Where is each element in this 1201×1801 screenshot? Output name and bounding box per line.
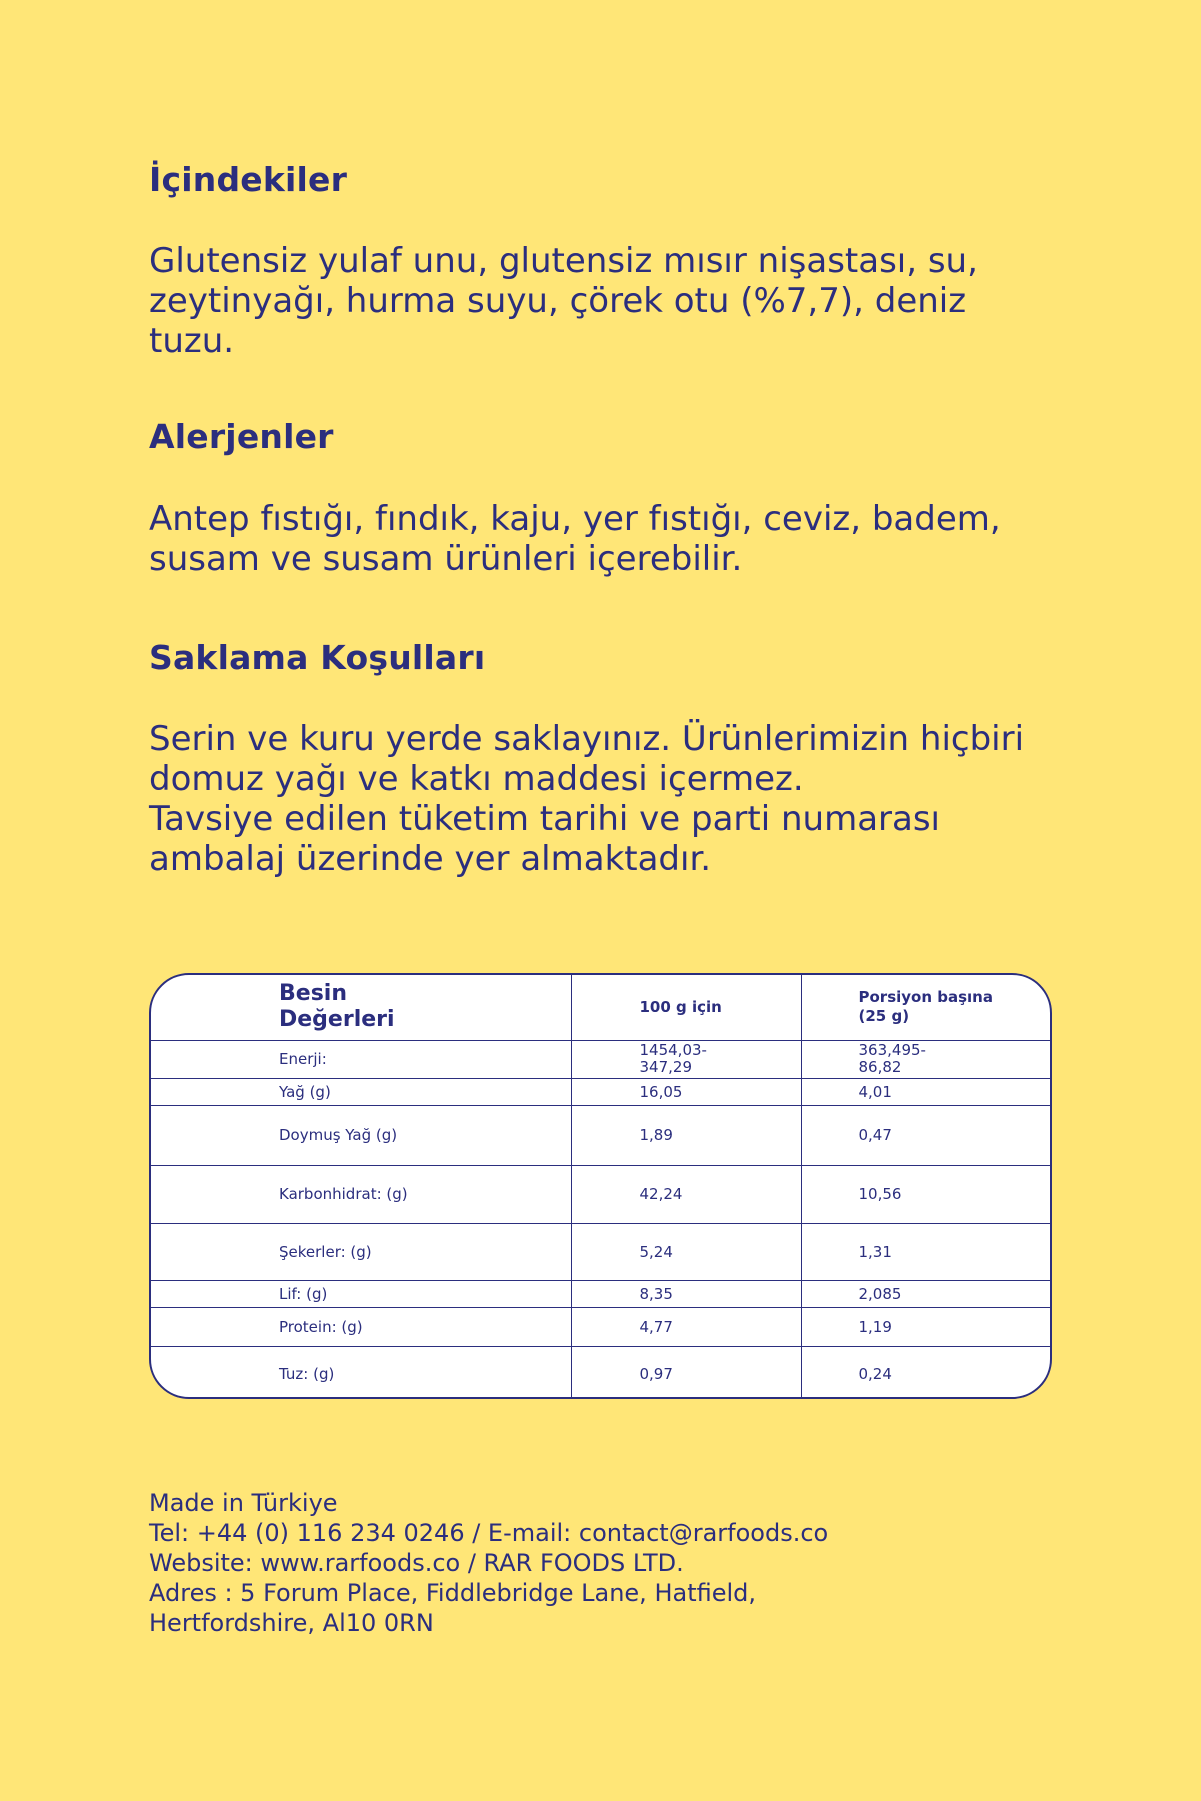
company-info xyxy=(149,1488,1089,1638)
nutrition-header-label xyxy=(151,975,571,1040)
row-per100: 4,77 xyxy=(571,1307,801,1346)
row-per100: 1454,03- 347,29 xyxy=(571,1040,801,1078)
row-per100: 16,05 xyxy=(571,1078,801,1105)
table-row xyxy=(151,1280,1052,1307)
ingredients-text xyxy=(149,241,1079,361)
table-row xyxy=(151,1346,1052,1399)
storage-line: Serin ve kuru yerde saklayınız. Ürünlerimizin hiçbiri xyxy=(149,719,1025,759)
row-portion: 363,495- 86,82 xyxy=(801,1040,1052,1078)
storage-text xyxy=(149,719,1079,879)
header-besin: Besin xyxy=(279,981,347,1007)
row-portion: 0,24 xyxy=(801,1346,1052,1399)
table-row xyxy=(151,1223,1052,1280)
row-label: Şekerler: (g) xyxy=(151,1223,571,1280)
row-label: Enerji: xyxy=(151,1040,571,1078)
table-row xyxy=(151,1307,1052,1346)
row-portion: 4,01 xyxy=(801,1078,1052,1105)
row-portion: 10,56 xyxy=(801,1165,1052,1223)
ingredients-title: İçindekiler xyxy=(149,160,348,199)
nutrition-table xyxy=(149,973,1052,1399)
nutrition-header-per100: 100 g için xyxy=(571,975,801,1040)
row-label: Doymuş Yağ (g) xyxy=(151,1105,571,1165)
row-portion: 2,085 xyxy=(801,1280,1052,1307)
nutrition-header-row xyxy=(151,975,1052,1040)
storage-line: Tavsiye edilen tüketim tarihi ve parti numarası xyxy=(149,799,940,839)
address-line: Adres : 5 Forum Place, Fiddlebridge Lane, Hatfield, xyxy=(149,1579,757,1607)
row-per100: 42,24 xyxy=(571,1165,801,1223)
row-portion: 1,19 xyxy=(801,1307,1052,1346)
row-label: Protein: (g) xyxy=(151,1307,571,1346)
allergens-line: susam ve susam ürünleri içerebilir. xyxy=(149,539,743,579)
row-per100: 0,97 xyxy=(571,1346,801,1399)
header-degerleri: Değerleri xyxy=(279,1007,395,1033)
address-line: Hertfordshire, Al10 0RN xyxy=(149,1609,434,1637)
row-per100: 1,89 xyxy=(571,1105,801,1165)
row-per100: 8,35 xyxy=(571,1280,801,1307)
storage-line: domuz yağı ve katkı maddesi içermez. xyxy=(149,759,804,799)
ingredients-line: zeytinyağı, hurma suyu, çörek otu (%7,7), deniz xyxy=(149,281,967,321)
storage-title: Saklama Koşulları xyxy=(149,638,486,677)
table-row xyxy=(151,1078,1052,1105)
row-label: Yağ (g) xyxy=(151,1078,571,1105)
contact-line: Tel: +44 (0) 116 234 0246 / E-mail: contact@rarfoods.co xyxy=(149,1519,829,1547)
row-portion: 0,47 xyxy=(801,1105,1052,1165)
table-row xyxy=(151,1105,1052,1165)
row-portion: 1,31 xyxy=(801,1223,1052,1280)
website-line: Website: www.rarfoods.co / RAR FOODS LTD. xyxy=(149,1549,684,1577)
made-in: Made in Türkiye xyxy=(149,1489,338,1517)
allergens-text xyxy=(149,499,1079,579)
row-label: Karbonhidrat: (g) xyxy=(151,1165,571,1223)
row-per100: 5,24 xyxy=(571,1223,801,1280)
table-row xyxy=(151,1165,1052,1223)
ingredients-line: Glutensiz yulaf unu, glutensiz mısır nişastası, su, xyxy=(149,241,978,281)
allergens-line: Antep fıstığı, fındık, kaju, yer fıstığı, ceviz, badem, xyxy=(149,499,1001,539)
row-label: Tuz: (g) xyxy=(151,1346,571,1399)
table-row xyxy=(151,1040,1052,1078)
nutrition-header-portion: Porsiyon başına (25 g) xyxy=(801,975,1052,1040)
ingredients-line: tuzu. xyxy=(149,321,235,361)
row-label: Lif: (g) xyxy=(151,1280,571,1307)
storage-line: ambalaj üzerinde yer almaktadır. xyxy=(149,839,712,879)
allergens-title: Alerjenler xyxy=(149,417,334,456)
